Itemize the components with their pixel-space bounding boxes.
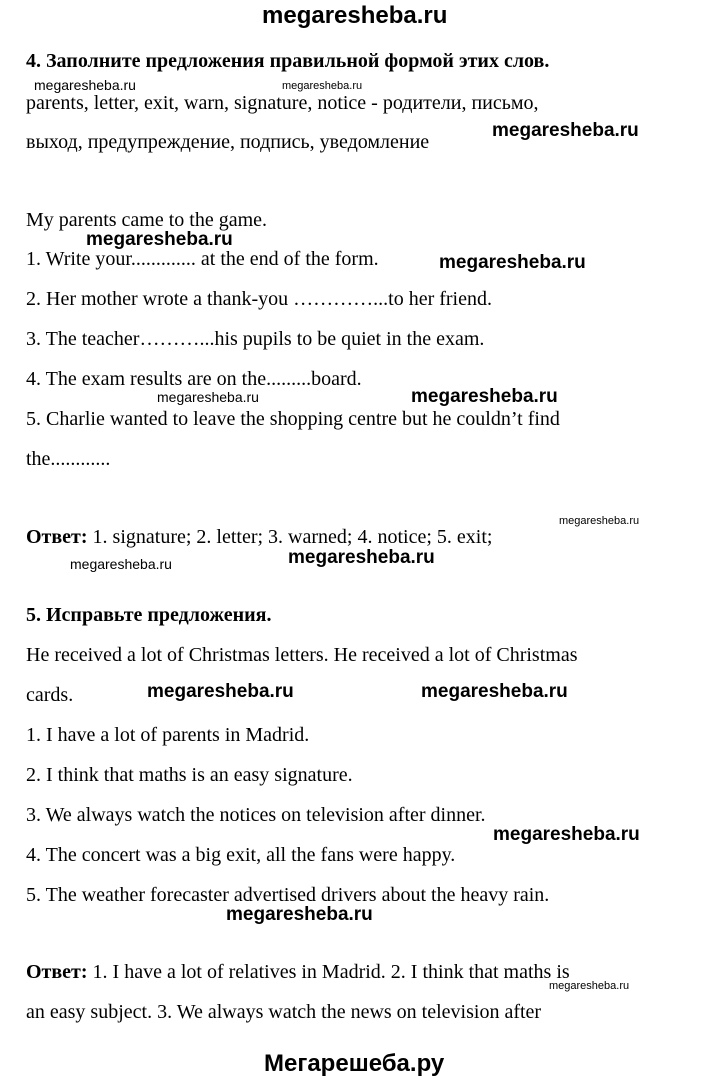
watermark: megaresheba.ru xyxy=(492,120,639,141)
site-footer: Мегарешеба.ру xyxy=(264,1050,445,1077)
task5-answer-text-1: 1. I have a lot of relatives in Madrid. 2. I think that maths is xyxy=(87,961,570,983)
watermark: megaresheba.ru xyxy=(559,515,640,527)
task4-item-4: 4. The exam results are on the.........board. xyxy=(26,368,362,390)
task5-item-5: 5. The weather forecaster advertised drivers about the heavy rain. xyxy=(26,884,550,906)
watermark: megaresheba.ru xyxy=(226,904,373,925)
watermark: megaresheba.ru xyxy=(282,80,363,92)
task5-heading xyxy=(26,603,271,627)
task4-item-5: 5. Charlie wanted to leave the shopping centre but he couldn’t find xyxy=(26,408,560,430)
watermark: megaresheba.ru xyxy=(421,681,568,702)
task5-item-4: 4. The concert was a big exit, all the fans were happy. xyxy=(26,844,456,866)
watermark: megaresheba.ru xyxy=(439,252,586,273)
task4-item-3: 3. The teacher………...his pupils to be quiet in the exam. xyxy=(26,328,485,350)
task5-answer-line2: an easy subject. 3. We always watch the news on television after xyxy=(26,1001,542,1023)
task4-words-line2: выход, предупреждение, подпись, уведомление xyxy=(26,131,430,153)
task4-title: Заполните предложения правильной формой этих слов. xyxy=(46,50,550,72)
task5-item-1: 1. I have a lot of parents in Madrid. xyxy=(26,724,310,746)
watermark: megaresheba.ru xyxy=(411,386,558,407)
watermark: megaresheba.ru xyxy=(70,556,172,572)
task4-example: My parents came to the game. xyxy=(26,209,268,231)
task4-answer xyxy=(26,525,492,549)
task5-example-line2: cards. xyxy=(26,684,74,706)
task5-item-3: 3. We always watch the notices on television after dinner. xyxy=(26,804,486,826)
watermark: megaresheba.ru xyxy=(493,824,640,845)
task5-number: 5. xyxy=(26,604,41,626)
watermark: megaresheba.ru xyxy=(288,547,435,568)
watermark: megaresheba.ru xyxy=(147,681,294,702)
task5-example-line1: He received a lot of Christmas letters. He received a lot of Christmas xyxy=(26,644,578,666)
watermark: megaresheba.ru xyxy=(549,980,630,992)
site-header: megaresheba.ru xyxy=(262,2,448,29)
task4-item-2: 2. Her mother wrote a thank-you …………...to her friend. xyxy=(26,288,492,310)
task4-item-5-cont: the............ xyxy=(26,448,111,470)
task4-answer-label: Ответ: xyxy=(26,526,88,548)
watermark: megaresheba.ru xyxy=(157,389,259,405)
task5-title: Исправьте предложения. xyxy=(46,604,272,626)
task4-words-line1: parents, letter, exit, warn, signature, notice - родители, письмо, xyxy=(26,92,539,114)
task5-answer-label: Ответ: xyxy=(26,961,88,983)
watermark: megaresheba.ru xyxy=(86,229,233,250)
task4-item-1: 1. Write your............. at the end of the form. xyxy=(26,248,379,270)
task4-answer-text: 1. signature; 2. letter; 3. warned; 4. notice; 5. exit; xyxy=(87,526,493,548)
task5-answer-line1 xyxy=(26,960,570,984)
watermark: megaresheba.ru xyxy=(34,77,136,93)
task5-item-2: 2. I think that maths is an easy signature. xyxy=(26,764,353,786)
task4-heading xyxy=(26,49,549,73)
task4-number: 4. xyxy=(26,50,41,72)
